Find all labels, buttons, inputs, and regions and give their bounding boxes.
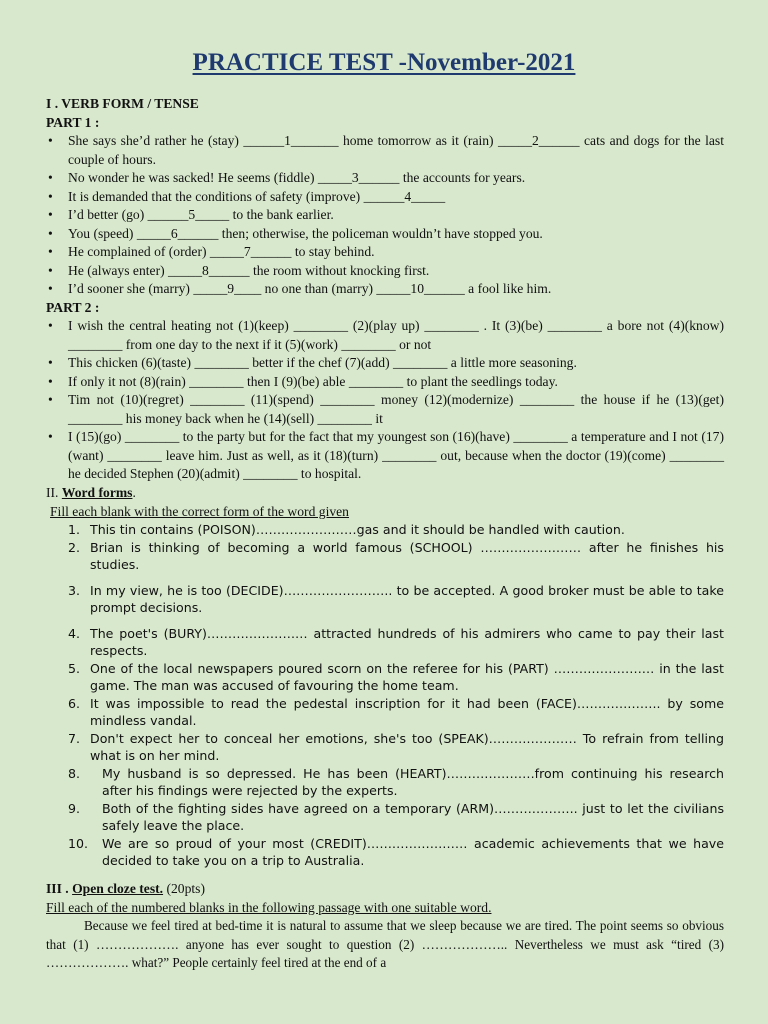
part-label: PART 2 : bbox=[46, 299, 100, 315]
list-item: 6. It was impossible to read the pedestal inscription for it had been (FACE)……………….. by some mindless vandal. bbox=[68, 695, 724, 728]
section-instruction: Fill each of the numbered blanks in the following passage with one suitable word. bbox=[46, 899, 492, 915]
word-forms-list bbox=[46, 521, 724, 870]
list-item: 9. Both of the fighting sides have agreed on a temporary (ARM)……………….. just to let the civilians safely leave the place. bbox=[68, 800, 724, 833]
list-item: • She says she’d rather he (stay) ______1_______ home tomorrow as it (rain) _____2______ cats and dogs for the last couple of hours. bbox=[46, 132, 724, 169]
list-item: 5. One of the local newspapers poured scorn on the referee for his (PART) …………………… in the last game. The man was accused of favouring the home team. bbox=[68, 660, 724, 693]
list-item: 8. My husband is so depressed. He has been (HEART)…………………from continuing his research after his findings were rejected by the experts. bbox=[68, 765, 724, 798]
part1-list bbox=[46, 132, 724, 299]
list-item: • I wish the central heating not (1)(keep) ________ (2)(play up) ________ . It (3)(be) ________ a bore not (4)(know) ________ from one day to the next if it (5)(work) ________ or not bbox=[46, 317, 724, 354]
section-verb-form bbox=[46, 95, 724, 484]
list-item: • It is demanded that the conditions of safety (improve) ______4_____ bbox=[46, 188, 724, 207]
list-item: • If only it not (8)(rain) ________ then I (9)(be) able ________ to plant the seedlings today. bbox=[46, 373, 724, 392]
section-open-cloze bbox=[46, 880, 724, 973]
list-item: • You (speed) _____6______ then; otherwise, the policeman wouldn’t have stopped you. bbox=[46, 225, 724, 244]
list-item: • This chicken (6)(taste) ________ better if the chef (7)(add) ________ a little more seasoning. bbox=[46, 354, 724, 373]
list-item: 3. In my view, he is too (DECIDE)…………………….. to be accepted. A good broker must be able to take prompt decisions. bbox=[68, 582, 724, 615]
section-instruction: Fill each blank with the correct form of the word given bbox=[50, 503, 349, 519]
section-heading: III . Open cloze test. (20pts) bbox=[46, 881, 205, 896]
section-heading: II. Word forms. bbox=[46, 485, 136, 500]
list-item: • No wonder he was sacked! He seems (fiddle) _____3______ the accounts for years. bbox=[46, 169, 724, 188]
part-label: PART 1 : bbox=[46, 114, 100, 130]
part2-list bbox=[46, 317, 724, 484]
section-word-forms bbox=[46, 484, 724, 870]
list-item: • I’d sooner she (marry) _____9____ no one than (marry) _____10______ a fool like him. bbox=[46, 280, 724, 299]
section-heading: I . VERB FORM / TENSE bbox=[46, 96, 199, 111]
list-item: • I (15)(go) ________ to the party but for the fact that my youngest son (16)(have) ________ a temperature and I not (17)(want) ________ leave him. Just as well, as it (18)(turn) ________ out, because when the doctor (19)(come) ________ he decided Stephen (20)(admit) ________ to hospital. bbox=[46, 428, 724, 484]
list-item: • I’d better (go) ______5_____ to the bank earlier. bbox=[46, 206, 724, 225]
list-item: 7. Don't expect her to conceal her emotions, she's too (SPEAK)………………… To refrain from telling what is on her mind. bbox=[68, 730, 724, 763]
list-item: • Tim not (10)(regret) ________ (11)(spend) ________ money (12)(modernize) ________ the house if he (13)(get) ________ his money back when he (14)(sell) ________ it bbox=[46, 391, 724, 428]
page-title: PRACTICE TEST -November-2021 bbox=[192, 49, 576, 76]
list-item: 2. Brian is thinking of becoming a world famous (SCHOOL) …………………… after he finishes his studies. bbox=[68, 539, 724, 572]
list-item: 1. This tin contains (POISON)……………………gas and it should be handled with caution. bbox=[68, 522, 625, 537]
cloze-passage: Because we feel tired at bed-time it is natural to assume that we sleep because we are tired. The point seems so obvious that (1) ………………. anyone has ever sought to question (2) ……………….. Nevertheless we must ask “tired (3) ………………. what?” People certainly feel tired at the end of a bbox=[46, 918, 724, 970]
list-item: • He (always enter) _____8______ the room without knocking first. bbox=[46, 262, 724, 281]
list-item: • He complained of (order) _____7______ to stay behind. bbox=[46, 243, 724, 262]
list-item: 4. The poet's (BURY)…………………… attracted hundreds of his admirers who came to pay their last respects. bbox=[68, 625, 724, 658]
list-item: 10. We are so proud of your most (CREDIT)…………………… academic achievements that we have decided to take you on a trip to Australia. bbox=[68, 835, 724, 868]
